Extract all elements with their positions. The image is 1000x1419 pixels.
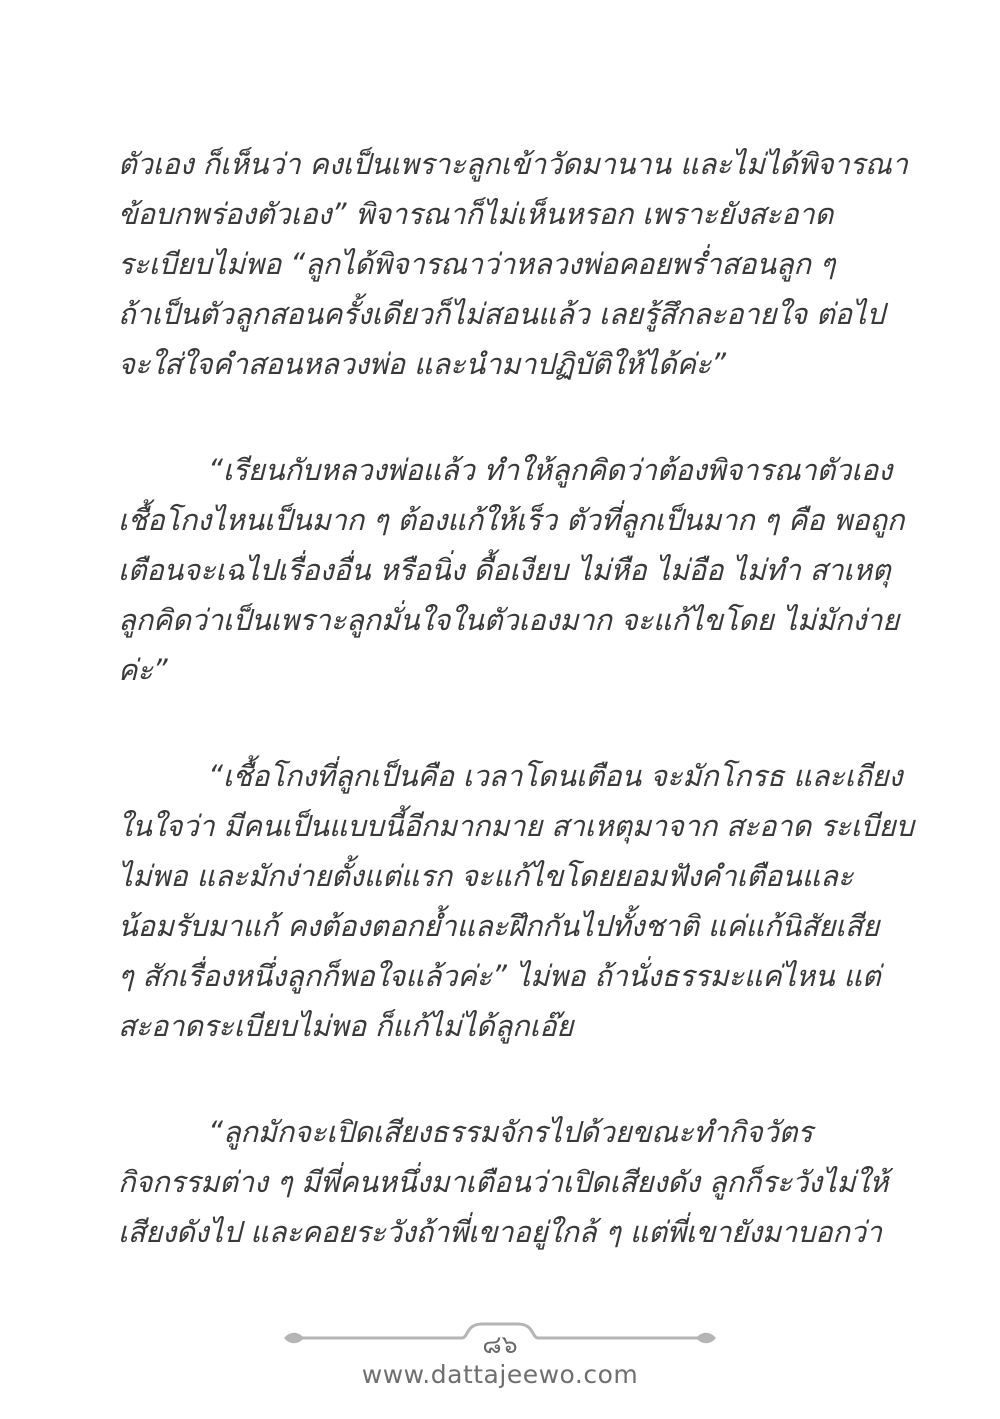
paragraph-4-line-2: กิจกรรมต่าง ๆ มีพี่คนหนึ่งมาเตือนว่าเปิดเสียงดัง ลูกก็ระวังไม่ให้ xyxy=(118,1165,889,1199)
paragraph-1-line-4: ถ้าเป็นตัวลูกสอนครั้งเดียวก็ไม่สอนแล้ว เลยรู้สึกละอายใจ ต่อไป xyxy=(118,297,885,331)
paragraph-3-line-2: ในใจว่า มีคนเป็นแบบนี้อีกมากมาย สาเหตุมาจาก สะอาด ระเบียบ xyxy=(118,809,914,843)
paragraph-2-line-3: เตือนจะเฉไปเรื่องอื่น หรือนิ่ง ดื้อเงียบ ไม่หือ ไม่อือ ไม่ทำ สาเหตุ xyxy=(118,553,891,587)
paragraph-1-line-2: ข้อบกพร่องตัวเอง” พิจารณาก็ไม่เห็นหรอก เพราะยังสะอาด xyxy=(118,197,834,231)
paragraph-3-line-4: น้อมรับมาแก้ คงต้องตอกย้ำและฝึกกันไปทั้งชาติ แค่แก้นิสัยเสีย xyxy=(118,909,880,943)
paragraph-3-line-5: ๆ สักเรื่องหนึ่งลูกก็พอใจแล้วค่ะ” ไม่พอ ถ้านั่งธรรมะแค่ไหน แต่ xyxy=(118,959,881,993)
paragraph-3-line-1: “เชื้อโกงที่ลูกเป็นคือ เวลาโดนเตือน จะมักโกรธ และเถียง xyxy=(208,759,903,793)
paragraph-4-line-3: เสียงดังไป และคอยระวังถ้าพี่เขาอยู่ใกล้ ๆ แต่พี่เขายังมาบอกว่า xyxy=(118,1215,882,1249)
paragraph-1-line-1: ตัวเอง ก็เห็นว่า คงเป็นเพราะลูกเข้าวัดมานาน และไม่ได้พิจารณา xyxy=(118,147,908,181)
paragraph-4-line-1: “ลูกมักจะเปิดเสียงธรรมจักรไปด้วยขณะทำกิจวัตร xyxy=(208,1115,813,1149)
paragraph-3-line-3: ไม่พอ และมักง่ายตั้งแต่แรก จะแก้ไขโดยยอมฟังคำเตือนและ xyxy=(118,859,854,893)
page-number: ๘๖ xyxy=(482,1330,518,1359)
paragraph-3-line-6: สะอาดระเบียบไม่พอ ก็แก้ไม่ได้ลูกเอ๊ย xyxy=(118,1009,574,1043)
ornament-left-leaf-icon xyxy=(284,1333,304,1344)
paragraph-2-line-5: ค่ะ” xyxy=(118,653,168,687)
website-link[interactable]: www.dattajeewo.com xyxy=(361,1360,639,1389)
paragraph-1-line-3: ระเบียบไม่พอ “ลูกได้พิจารณาว่าหลวงพ่อคอยพร่ำสอนลูก ๆ xyxy=(118,247,836,281)
paragraph-2-line-2: เชื้อโกงไหนเป็นมาก ๆ ต้องแก้ให้เร็ว ตัวที่ลูกเป็นมาก ๆ คือ พอถูก xyxy=(118,503,905,537)
paragraph-2-line-1: “เรียนกับหลวงพ่อแล้ว ทำให้ลูกคิดว่าต้องพิจารณาตัวเอง xyxy=(208,453,893,487)
paragraph-2-line-4: ลูกคิดว่าเป็นเพราะลูกมั่นใจในตัวเองมาก จะแก้ไขโดย ไม่มักง่าย xyxy=(118,603,899,637)
paragraph-1-line-5: จะใส่ใจคำสอนหลวงพ่อ และนำมาปฏิบัติให้ได้ค่ะ” xyxy=(118,347,726,381)
ornament-right-leaf-icon xyxy=(696,1333,716,1344)
